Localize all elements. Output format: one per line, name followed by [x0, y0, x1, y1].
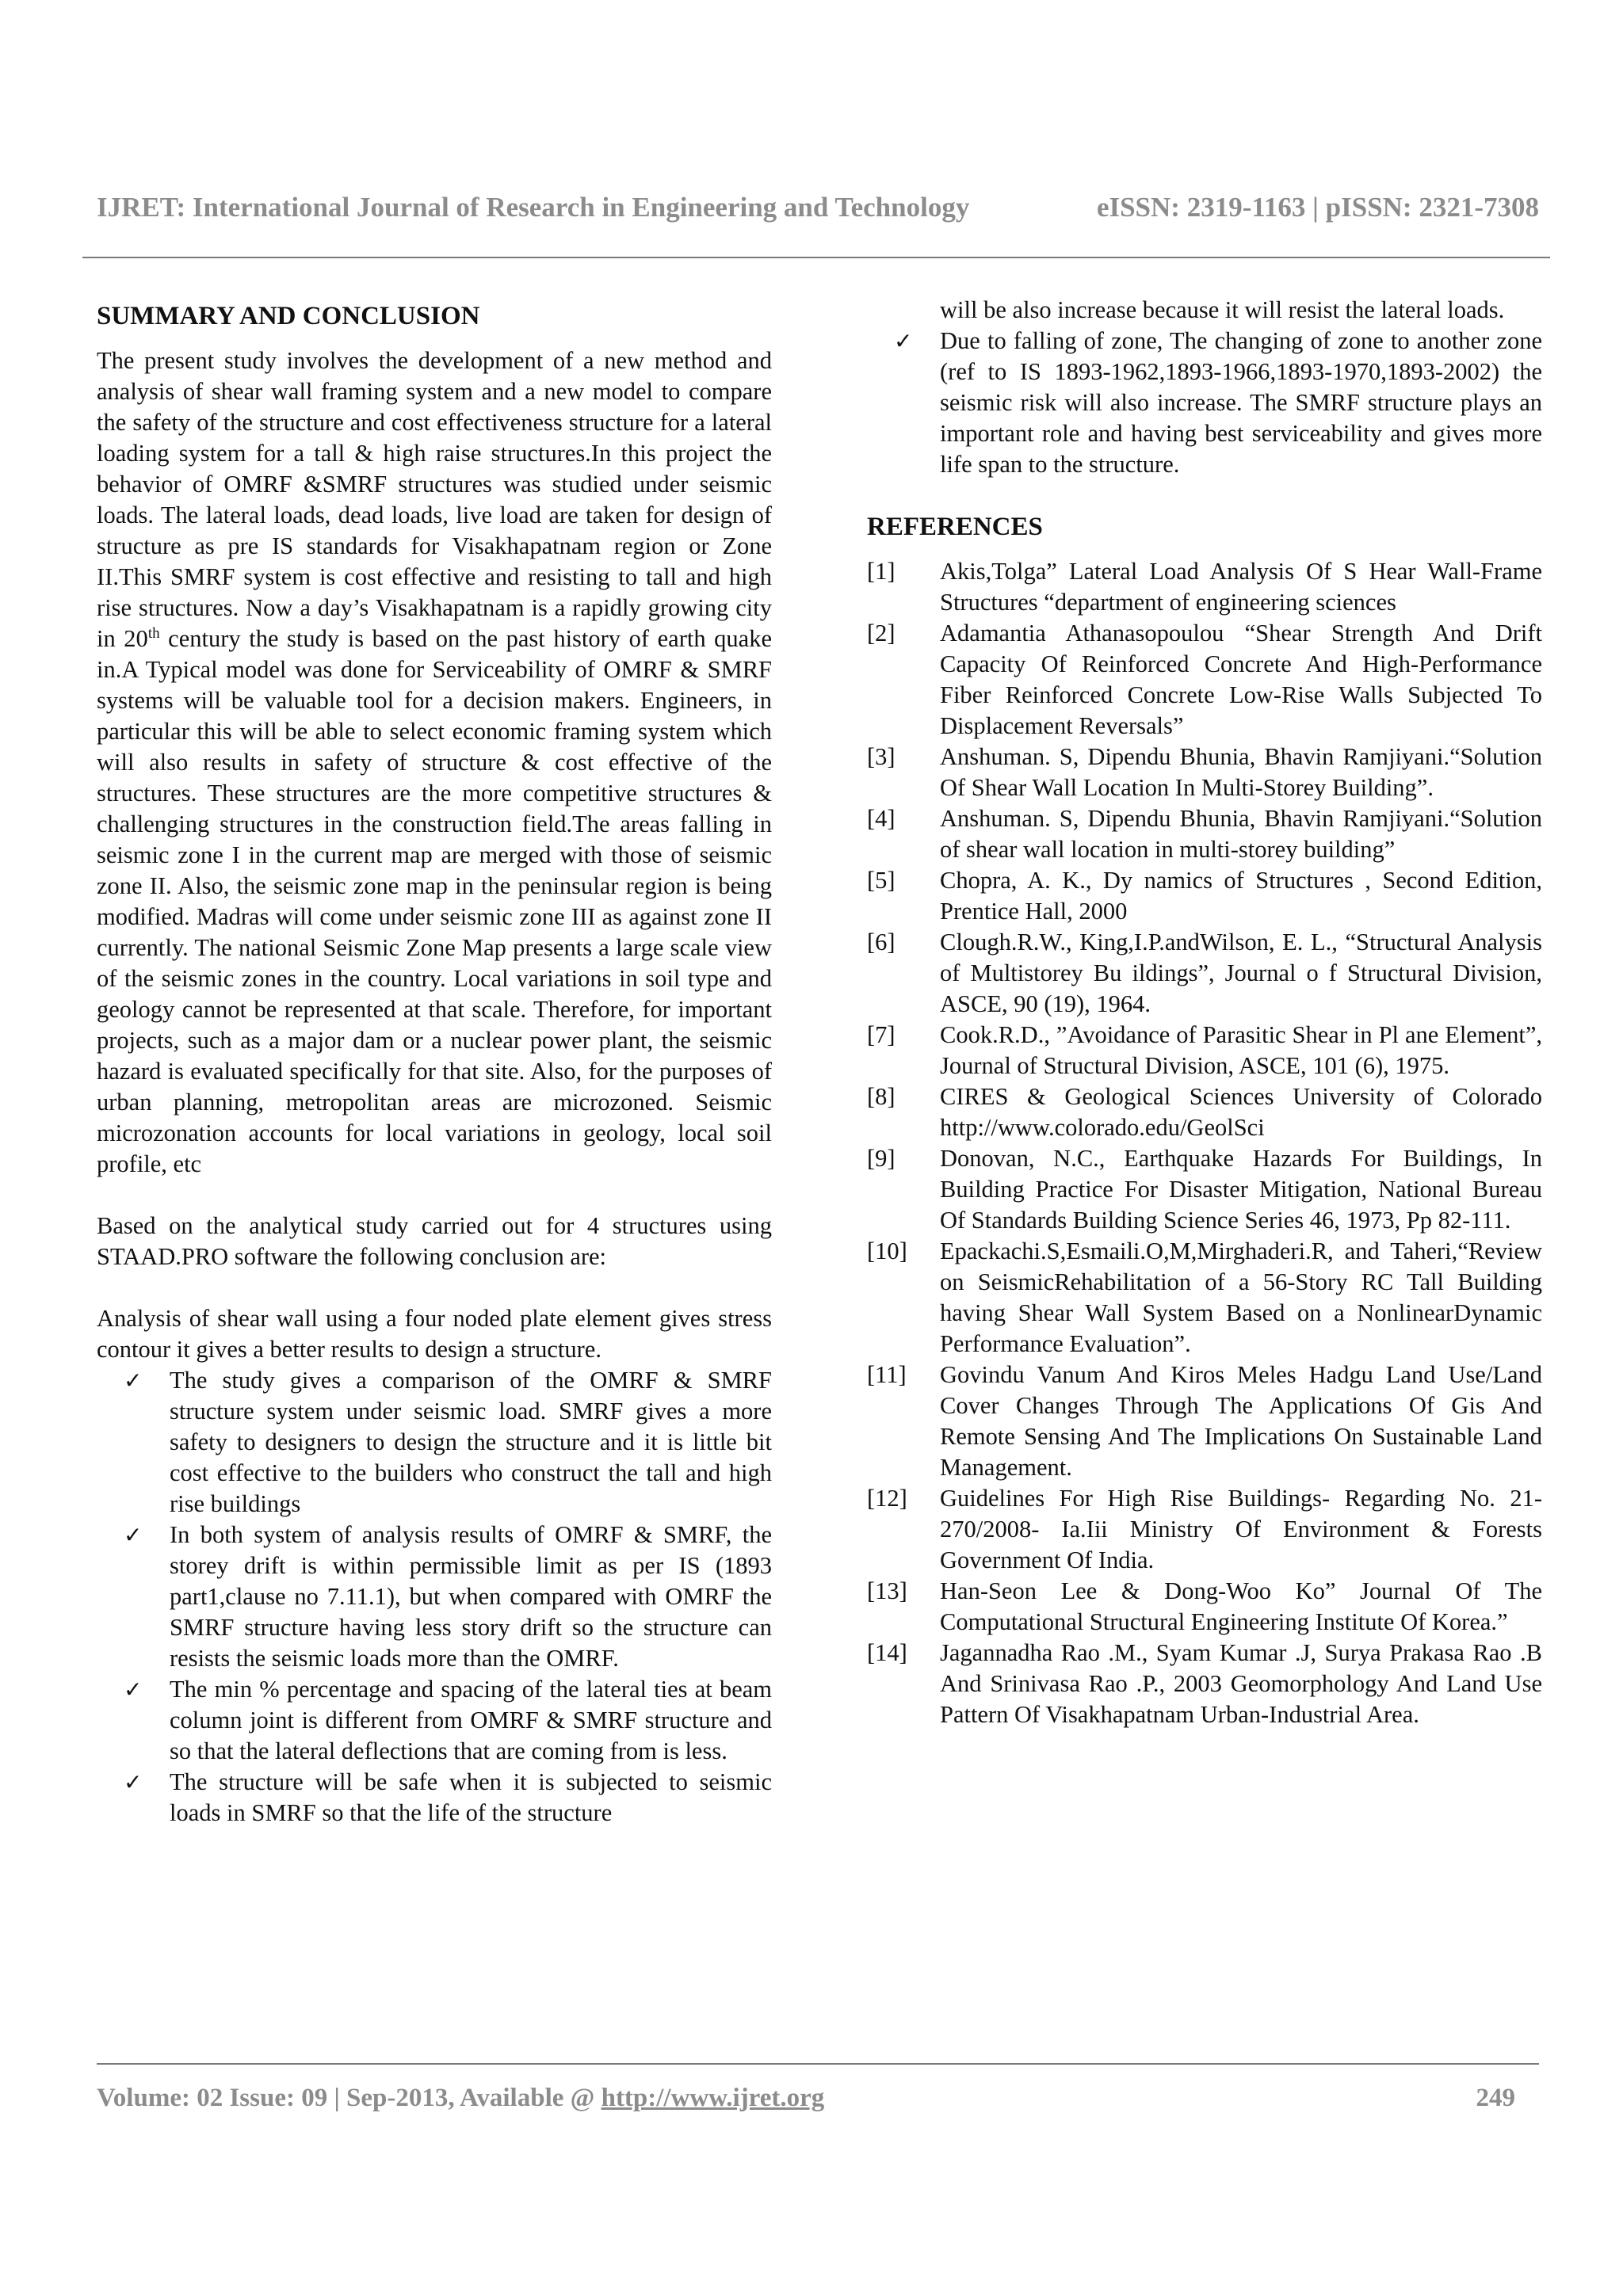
reference-item [867, 927, 1542, 1020]
reference-number: [2] [867, 620, 896, 646]
superscript-th: th [147, 624, 160, 642]
list-item-text: Due to falling of zone, The changing of zone to another zone (ref to IS 1893-1962,1893-1966,1893-1970,1893-2002) the seismic risk will also increase. The SMRF structure plays an important role and having best serviceability and gives more life span to the structure. [940, 327, 1542, 478]
reference-item [867, 1081, 1542, 1143]
reference-item [867, 1020, 1542, 1081]
list-item [97, 1365, 772, 1520]
reference-number: [4] [867, 805, 896, 832]
reference-text: Jagannadha Rao .M., Syam Kumar .J, Surya Prakasa Rao .B And Srinivasa Rao .P., 2003 Geomorphology And Land Use Pattern Of Visakhapatnam Urban-Industrial Area. [940, 1639, 1542, 1728]
reference-number: [5] [867, 867, 896, 894]
reference-number: [10] [867, 1238, 907, 1264]
summary-paragraph-3: Analysis of shear wall using a four noded plate element gives stress contour it gives a better results to design a structure. [97, 1305, 772, 1363]
journal-title: IJRET: International Journal of Research in Engineering and Technology [97, 192, 970, 223]
summary-heading: SUMMARY AND CONCLUSION [97, 302, 480, 330]
journal-website-link[interactable]: http://www.ijret.org [601, 2084, 825, 2112]
footer-volume-text: Volume: 02 Issue: 09 | Sep-2013, Available @ [97, 2084, 601, 2112]
summary-paragraph-1-part-b: century the study is based on the past history of earth quake in.A Typical model was done for Serviceability of OMRF & SMRF systems will be valuable tool for a decision makers. Engineers, in particular this will be able to select economic framing system which will also results in safety of structure & cost effective of the structures. These structures are the more competitive structures & challenging structures in the construction field.The areas falling in seismic zone I in the current map are merged with those of seismic zone II. Also, the seismic zone map in the peninsular region is being modified. Madras will come under seismic zone III as against zone II currently. The national Seismic Zone Map presents a large scale view of the seismic zones in the country. Local variations in soil type and geology cannot be represented at that scale. Therefore, for important projects, such as a major dam or a nuclear power plant, the seismic hazard is evaluated specifically for that site. Also, for the purposes of urban planning, metropolitan areas are microzoned. Seismic microzonation accounts for local variations in geology, local soil profile, etc [97, 625, 772, 1177]
reference-number: [7] [867, 1021, 896, 1048]
list-item-text: The study gives a comparison of the OMRF & SMRF structure system under seismic load. SMRF gives a more safety to designers to design the structure and it is little bit cost effective to the builders who construct the tall and high rise buildings [170, 1367, 772, 1517]
header-divider [82, 257, 1550, 258]
reference-item [867, 1483, 1542, 1576]
reference-item [867, 1576, 1542, 1638]
check-icon: ✓ [124, 1676, 143, 1703]
reference-item [867, 742, 1542, 803]
reference-item [867, 865, 1542, 927]
reference-item [867, 556, 1542, 618]
list-item [97, 1674, 772, 1767]
reference-number: [6] [867, 929, 896, 955]
running-header [97, 192, 1539, 223]
reference-text: Adamantia Athanasopoulou “Shear Strength And Drift Capacity Of Reinforced Concrete And High-Performance Fiber Reinforced Concrete Low-Rise Walls Subjected To Displacement Reversals” [940, 620, 1542, 739]
summary-paragraph-2: Based on the analytical study carried out for 4 structures using STAAD.PRO software the following conclusion are: [97, 1212, 772, 1270]
reference-text: Han-Seon Lee & Dong-Woo Ko” Journal Of The Computational Structural Engineering Institute Of Korea.” [940, 1577, 1542, 1635]
reference-number: [1] [867, 558, 896, 585]
reference-number: [3] [867, 743, 896, 770]
issn-text: eISSN: 2319-1163 | pISSN: 2321-7308 [1096, 192, 1539, 223]
reference-number: [11] [867, 1361, 907, 1388]
reference-number: [13] [867, 1577, 907, 1604]
summary-paragraph-1-part-a: The present study involves the development of a new method and analysis of shear wall framing system and a new model to compare the safety of the structure and cost effectiveness structure for a lateral loading system for a tall & high raise structures.In this project the behavior of OMRF &SMRF structures was studied under seismic loads. The lateral loads, dead loads, live load are taken for design of structure as pre IS standards for Visakhapatnam region or Zone II.This SMRF system is cost effective and resisting to tall and high rise structures. Now a day’s Visakhapatnam is a rapidly growing city in 20 [97, 347, 772, 652]
reference-text: Clough.R.W., King,I.P.andWilson, E. L., “Structural Analysis of Multistorey Bu ildings”, Journal o f Structural Division, ASCE, 90 (19), 1964. [940, 929, 1542, 1017]
reference-item [867, 618, 1542, 742]
check-icon: ✓ [894, 328, 913, 354]
list-item [97, 1520, 772, 1674]
reference-text: CIRES & Geological Sciences University of Colorado http://www.colorado.edu/GeolSci [940, 1083, 1542, 1141]
reference-number: [9] [867, 1145, 896, 1172]
footer-volume-info [97, 2084, 824, 2113]
reference-text: Anshuman. S, Dipendu Bhunia, Bhavin Ramjiyani.“Solution of shear wall location in multi-storey building” [940, 805, 1542, 863]
reference-list [867, 556, 1542, 1730]
reference-text: Donovan, N.C., Earthquake Hazards For Buildings, In Building Practice For Disaster Mitigation, National Bureau Of Standards Building Science Series 46, 1973, Pp 82-111. [940, 1145, 1542, 1234]
reference-text: Epackachi.S,Esmaili.O,M,Mirghaderi.R, and Taheri,“Review on SeismicRehabilitation of a 56-Story RC Tall Building having Shear Wall System Based on a NonlinearDynamic Performance Evaluation”. [940, 1238, 1542, 1357]
reference-text: Akis,Tolga” Lateral Load Analysis Of S Hear Wall-Frame Structures “department of engineering sciences [940, 558, 1542, 616]
check-icon: ✓ [124, 1769, 143, 1795]
reference-item [867, 1638, 1542, 1730]
list-item [97, 1767, 772, 1829]
list-item-text: The min % percentage and spacing of the lateral ties at beam column joint is different from OMRF & SMRF structure and so that the lateral deflections that are coming from is less. [170, 1676, 772, 1764]
reference-text: Cook.R.D., ”Avoidance of Parasitic Shear in Pl ane Element”, Journal of Structural Division, ASCE, 101 (6), 1975. [940, 1021, 1542, 1079]
footer-divider [97, 2063, 1539, 2065]
reference-item [867, 1360, 1542, 1483]
reference-text: Govindu Vanum And Kiros Meles Hadgu Land Use/Land Cover Changes Through The Applications Of Gis And Remote Sensing And The Implications On Sustainable Land Management. [940, 1361, 1542, 1481]
reference-number: [12] [867, 1485, 907, 1512]
reference-item [867, 1236, 1542, 1360]
page-number: 249 [1476, 2084, 1515, 2112]
summary-paragraph-1 [97, 345, 772, 1180]
references-heading: REFERENCES [867, 513, 1043, 541]
running-footer [97, 2084, 1515, 2113]
list-item-continuation: will be also increase because it will resist the lateral loads. [940, 296, 1505, 323]
reference-text: Chopra, A. K., Dy namics of Structures , Second Edition, Prentice Hall, 2000 [940, 867, 1542, 925]
check-icon: ✓ [124, 1367, 143, 1394]
right-column [867, 295, 1542, 1730]
left-column [97, 299, 772, 1829]
list-item-text: In both system of analysis results of OMRF & SMRF, the storey drift is within permissible limit as per IS (1893 part1,clause no 7.11.1), but when compared with OMRF the SMRF structure having less story drift so the structure can resists the seismic loads more than the OMRF. [170, 1521, 772, 1672]
reference-item [867, 1143, 1542, 1236]
list-item-text: The structure will be safe when it is subjected to seismic loads in SMRF so that the life of the structure [170, 1768, 772, 1826]
check-icon: ✓ [124, 1522, 143, 1548]
reference-number: [8] [867, 1083, 896, 1110]
reference-text: Guidelines For High Rise Buildings- Regarding No. 21-270/2008- Ia.Iii Ministry Of Environment & Forests Government Of India. [940, 1485, 1542, 1573]
conclusion-list-continued [867, 326, 1542, 480]
reference-text: Anshuman. S, Dipendu Bhunia, Bhavin Ramjiyani.“Solution Of Shear Wall Location In Multi-Storey Building”. [940, 743, 1542, 801]
reference-number: [14] [867, 1639, 907, 1666]
conclusion-list [97, 1365, 772, 1829]
list-item [867, 326, 1542, 480]
reference-item [867, 803, 1542, 865]
